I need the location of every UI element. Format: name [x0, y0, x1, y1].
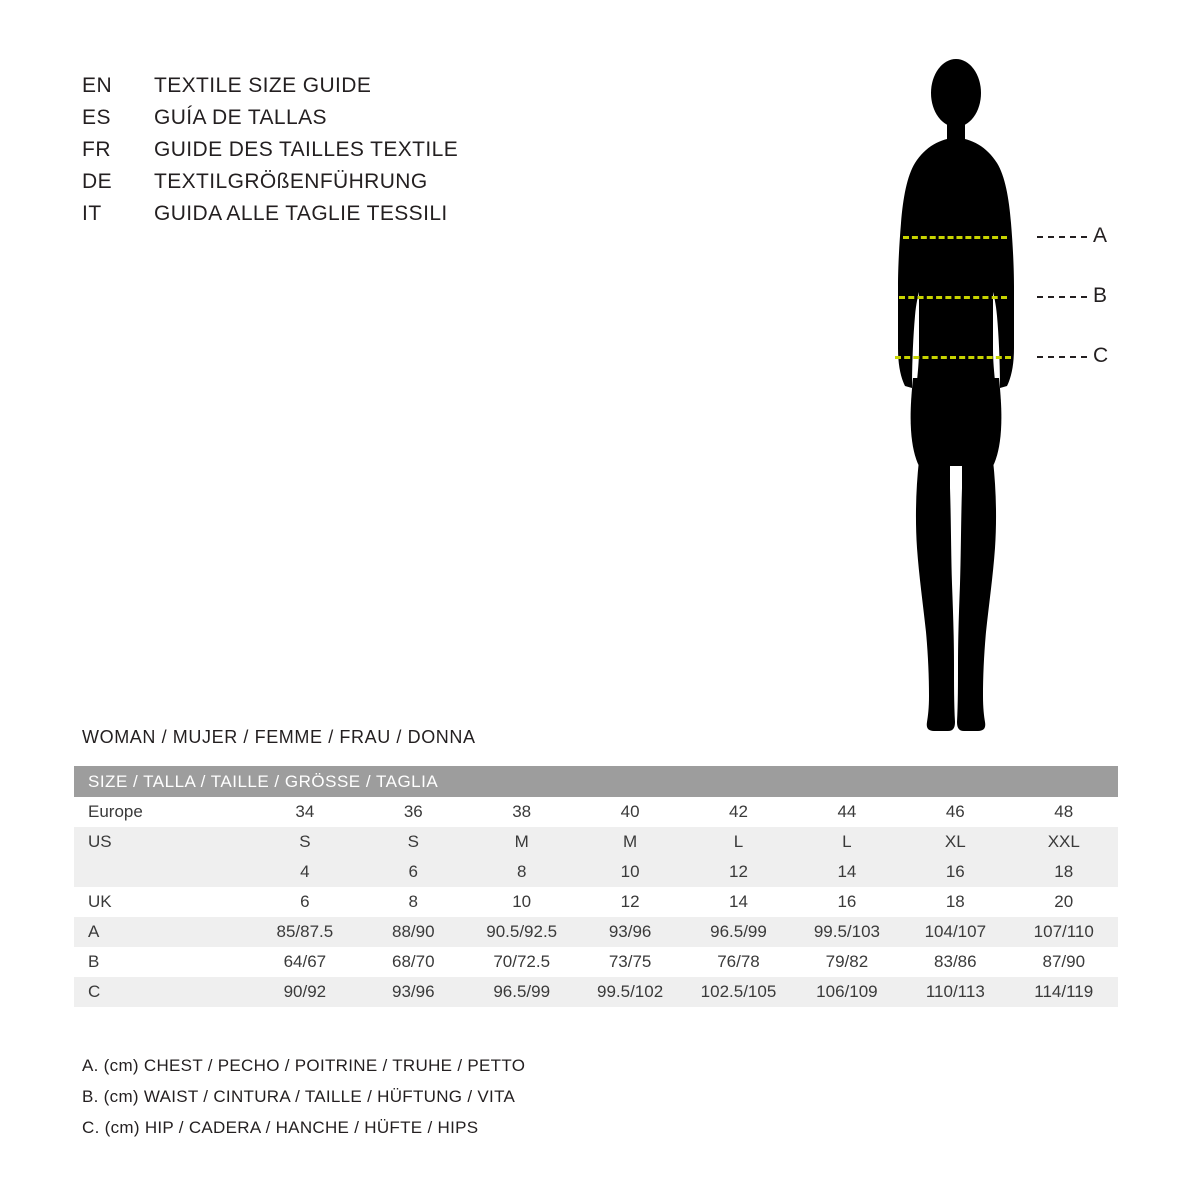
- cell: 42: [684, 797, 792, 827]
- footnotes: [82, 1050, 525, 1143]
- cell: 18: [901, 887, 1009, 917]
- section-heading-woman: WOMAN / MUJER / FEMME / FRAU / DONNA: [82, 727, 476, 747]
- title-row-it: [82, 202, 602, 232]
- cell: 99.5/102: [576, 977, 684, 1007]
- cell: L: [793, 827, 901, 857]
- cell: 73/75: [576, 947, 684, 977]
- cell: 70/72.5: [467, 947, 575, 977]
- cell: 93/96: [576, 917, 684, 947]
- table-row-c: [74, 977, 1118, 1007]
- table-header-label: SIZE / TALLA / TAILLE / GRÖSSE / TAGLIA: [74, 766, 1118, 797]
- size-table: [74, 766, 1118, 1007]
- cell: 40: [576, 797, 684, 827]
- table-row-uk: [74, 887, 1118, 917]
- cell: 110/113: [901, 977, 1009, 1007]
- title-lang-es: ES: [82, 106, 112, 129]
- cell: 102.5/105: [684, 977, 792, 1007]
- cell: 10: [467, 887, 575, 917]
- cell: 48: [1010, 797, 1118, 827]
- cell: 104/107: [901, 917, 1009, 947]
- table-row-us-numeric: [74, 857, 1118, 887]
- measure-line-chest: [903, 236, 1007, 239]
- cell: S: [251, 827, 359, 857]
- title-text-it: GUIDA ALLE TAGLIE TESSILI: [154, 202, 448, 225]
- title-block: [82, 74, 602, 234]
- cell: 36: [359, 797, 467, 827]
- cell: 93/96: [359, 977, 467, 1007]
- lead-line-hip: [1037, 356, 1087, 358]
- footnote-c: C. (cm) HIP / CADERA / HANCHE / HÜFTE / HIPS: [82, 1118, 479, 1137]
- cell: XL: [901, 827, 1009, 857]
- cell: 96.5/99: [467, 977, 575, 1007]
- cell: 34: [251, 797, 359, 827]
- cell: 106/109: [793, 977, 901, 1007]
- cell: 14: [793, 857, 901, 887]
- cell: 44: [793, 797, 901, 827]
- row-label: US: [74, 827, 251, 857]
- woman-silhouette-icon: [855, 48, 1115, 738]
- title-text-de: TEXTILGRÖßENFÜHRUNG: [154, 170, 428, 193]
- cell: 20: [1010, 887, 1118, 917]
- measure-label-b: B: [1093, 284, 1108, 307]
- measure-label-c: C: [1093, 344, 1109, 367]
- cell: 38: [467, 797, 575, 827]
- measure-line-hip: [895, 356, 1011, 359]
- footnote-b: B. (cm) WAIST / CINTURA / TAILLE / HÜFTUNG / VITA: [82, 1087, 516, 1106]
- footnote-a: A. (cm) CHEST / PECHO / POITRINE / TRUHE / PETTO: [82, 1056, 526, 1075]
- row-label: B: [74, 947, 251, 977]
- cell: M: [576, 827, 684, 857]
- cell: 88/90: [359, 917, 467, 947]
- cell: 6: [251, 887, 359, 917]
- table-row-b: [74, 947, 1118, 977]
- row-label: Europe: [74, 797, 251, 827]
- table-row-a: [74, 917, 1118, 947]
- cell: XXL: [1010, 827, 1118, 857]
- title-row-es: [82, 106, 602, 136]
- cell: 114/119: [1010, 977, 1118, 1007]
- title-lang-de: DE: [82, 170, 113, 193]
- cell: M: [467, 827, 575, 857]
- title-row-en: [82, 74, 602, 104]
- title-lang-en: EN: [82, 74, 113, 97]
- table-row-us: [74, 827, 1118, 857]
- cell: 8: [467, 857, 575, 887]
- cell: 12: [576, 887, 684, 917]
- row-label: C: [74, 977, 251, 1007]
- cell: 12: [684, 857, 792, 887]
- cell: 6: [359, 857, 467, 887]
- title-lang-it: IT: [82, 202, 102, 225]
- cell: 46: [901, 797, 1009, 827]
- row-label: [74, 857, 251, 887]
- cell: 8: [359, 887, 467, 917]
- cell: 79/82: [793, 947, 901, 977]
- cell: 10: [576, 857, 684, 887]
- cell: 107/110: [1010, 917, 1118, 947]
- title-text-en: TEXTILE SIZE GUIDE: [154, 74, 372, 97]
- title-row-fr: [82, 138, 602, 168]
- measure-line-waist: [899, 296, 1007, 299]
- cell: 85/87.5: [251, 917, 359, 947]
- cell: 83/86: [901, 947, 1009, 977]
- cell: 68/70: [359, 947, 467, 977]
- cell: 4: [251, 857, 359, 887]
- title-row-de: [82, 170, 602, 200]
- title-lang-fr: FR: [82, 138, 111, 161]
- cell: 18: [1010, 857, 1118, 887]
- table-row-europe: [74, 797, 1118, 827]
- cell: 90/92: [251, 977, 359, 1007]
- cell: 14: [684, 887, 792, 917]
- lead-line-chest: [1037, 236, 1087, 238]
- title-text-fr: GUIDE DES TAILLES TEXTILE: [154, 138, 459, 161]
- cell: 76/78: [684, 947, 792, 977]
- cell: 87/90: [1010, 947, 1118, 977]
- cell: 16: [901, 857, 1009, 887]
- row-label: UK: [74, 887, 251, 917]
- cell: 64/67: [251, 947, 359, 977]
- row-label: A: [74, 917, 251, 947]
- lead-line-waist: [1037, 296, 1087, 298]
- cell: 90.5/92.5: [467, 917, 575, 947]
- cell: L: [684, 827, 792, 857]
- cell: 16: [793, 887, 901, 917]
- cell: S: [359, 827, 467, 857]
- cell: 99.5/103: [793, 917, 901, 947]
- title-text-es: GUÍA DE TALLAS: [154, 106, 327, 129]
- cell: 96.5/99: [684, 917, 792, 947]
- table-header-row: [74, 766, 1118, 797]
- woman-silhouette-figure: [855, 48, 1115, 738]
- measure-label-a: A: [1093, 224, 1108, 247]
